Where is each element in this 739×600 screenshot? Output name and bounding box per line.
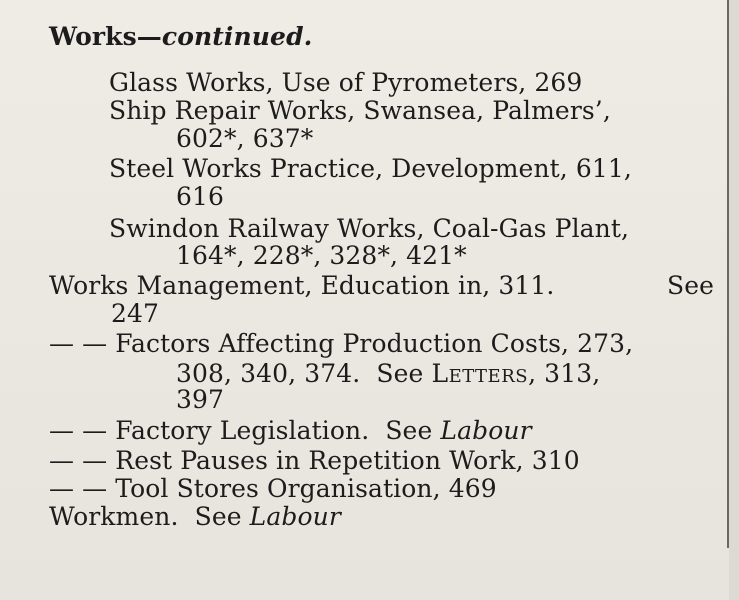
entry-factory-legislation xyxy=(49,417,532,445)
works-management-see: See xyxy=(666,271,714,300)
heading-main: Works— xyxy=(49,22,162,51)
entry-works-management-pages: 247 xyxy=(111,299,160,328)
page-edge xyxy=(729,0,739,600)
factory-legislation-text: — — Factory Legislation. xyxy=(49,416,370,445)
heading-continued: continued. xyxy=(161,22,313,51)
entry-ship-repair: Ship Repair Works, Swansea, Palmers’, xyxy=(109,96,611,125)
factory-legislation-ref: Labour xyxy=(440,416,532,445)
entry-works-management xyxy=(49,272,714,300)
entry-factors-pages-cont: 397 xyxy=(176,385,225,414)
column-rule xyxy=(727,0,729,548)
entry-factors: — — Factors Affecting Production Costs, 273, xyxy=(49,329,634,358)
entry-workmen xyxy=(49,503,341,531)
factors-see: See xyxy=(376,359,424,388)
entry-tool-stores: — — Tool Stores Organisation, 469 xyxy=(49,474,497,503)
factors-pages-text: 308, 340, 374. xyxy=(176,359,361,388)
entry-swindon: Swindon Railway Works, Coal-Gas Plant, xyxy=(109,214,630,243)
workmen-ref: Labour xyxy=(249,502,341,531)
factors-letters-ref: Letters xyxy=(431,359,529,388)
entry-steel-works-pages: 616 xyxy=(176,182,225,211)
section-heading xyxy=(49,23,312,51)
factory-legislation-see: See xyxy=(385,416,433,445)
works-management-text: Works Management, Education in, 311. xyxy=(49,271,555,300)
factors-letters-pages: , 313, xyxy=(528,359,601,388)
entry-swindon-pages: 164*, 228*, 328*, 421* xyxy=(176,241,467,270)
entry-rest-pauses: — — Rest Pauses in Repetition Work, 310 xyxy=(49,446,580,475)
workmen-see: See xyxy=(194,502,242,531)
entry-glass-works: Glass Works, Use of Pyrometers, 269 xyxy=(109,68,583,97)
entry-steel-works: Steel Works Practice, Development, 611, xyxy=(109,154,632,183)
entry-factors-pages xyxy=(176,360,600,388)
entry-ship-repair-pages: 602*, 637* xyxy=(176,124,314,153)
workmen-text: Workmen. xyxy=(49,502,179,531)
